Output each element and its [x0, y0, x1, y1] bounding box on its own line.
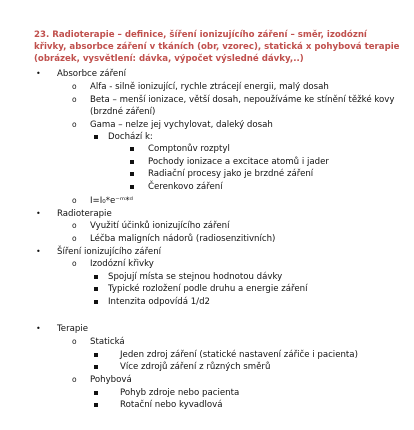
- bullet-level1: •: [36, 69, 41, 78]
- bullet-level3: [94, 387, 98, 399]
- bullet-level1: •: [36, 247, 41, 256]
- bullet-level2: o: [72, 337, 77, 346]
- item-dochazi: Dochází k:: [108, 132, 153, 142]
- formula: I=I₀*e⁻ᵐ*ᵈ: [90, 196, 133, 206]
- item-radioterapie: Radioterapie: [57, 209, 112, 219]
- section-heading: 23. Radioterapie – definice, šíření ionizujícího záření – směr, izodózní křivky, absorbce záření v tkáních (obr, vzorec), statická x pohybová terapie (obrázek, vysvětlení: dávka, výpočet výsledné dávky,..): [34, 30, 400, 64]
- item-compton: Comptonův rozptyl: [148, 144, 230, 154]
- item-gama: Gama – nelze jej vychylovat, daleký dosah: [90, 120, 273, 130]
- bullet-level3: [94, 361, 98, 373]
- bullet-level2: o: [72, 221, 77, 230]
- bullet-level3: [94, 399, 98, 411]
- bullet-level4: [130, 181, 134, 193]
- bullet-level1: •: [36, 209, 41, 218]
- item-pohybova: Pohybová: [90, 375, 132, 385]
- bullet-level2: o: [72, 95, 77, 104]
- item-vice-zdroju: Více zdrojů záření z různých směrů: [120, 362, 271, 372]
- bullet-level2: o: [72, 259, 77, 268]
- item-spojuji: Spojují místa se stejnou hodnotou dávky: [108, 272, 283, 282]
- bullet-level2: o: [72, 375, 77, 384]
- item-staticka: Statická: [90, 337, 125, 347]
- item-izodozni: Izodózní křivky: [90, 259, 154, 269]
- item-absorbce: Absorbce záření: [57, 69, 127, 79]
- item-sireni: Šíření ionizujícího záření: [57, 247, 162, 257]
- bullet-level2: o: [72, 82, 77, 91]
- item-pohyb-zdroje: Pohyb zdroje nebo pacienta: [120, 388, 240, 398]
- item-typicke: Typické rozložení podle druhu a energie záření: [108, 284, 308, 294]
- item-jeden-zdroj: Jeden zdroj záření (statické nastavení zářiče i pacienta): [120, 350, 358, 360]
- bullet-level1: •: [36, 324, 41, 333]
- bullet-level4: [130, 156, 134, 168]
- bullet-level2: o: [72, 234, 77, 243]
- item-pochody: Pochody ionizace a excitace atomů i jader: [148, 157, 329, 167]
- item-beta: Beta – menší ionizace, větší dosah, nepoužíváme ke stínění těžké kovy: [90, 95, 395, 105]
- bullet-level3: [94, 349, 98, 361]
- bullet-level3: [94, 131, 98, 143]
- item-terapie: Terapie: [57, 324, 89, 334]
- item-beta-cont: (brzdné záření): [90, 107, 156, 117]
- bullet-level3: [94, 283, 98, 295]
- item-alfa: Alfa - silně ionizující, rychle ztrácejí energii, malý dosah: [90, 82, 329, 92]
- item-vyuziti: Využití účinků ionizujícího záření: [90, 221, 230, 231]
- bullet-level4: [130, 143, 134, 155]
- bullet-level2: o: [72, 120, 77, 129]
- bullet-level2: o: [72, 196, 77, 205]
- item-radiacni: Radiační procesy jako je brzdné záření: [148, 169, 314, 179]
- item-rotacni: Rotační nebo kyvadlová: [120, 400, 223, 410]
- bullet-level3: [94, 271, 98, 283]
- item-lecba: Léčba maligních nádorů (radiosenzitivních): [90, 234, 276, 244]
- item-intenzita: Intenzita odpovídá 1/d2: [108, 297, 210, 307]
- bullet-level3: [94, 296, 98, 308]
- item-cerenkov: Čerenkovo záření: [148, 182, 223, 192]
- bullet-level4: [130, 168, 134, 180]
